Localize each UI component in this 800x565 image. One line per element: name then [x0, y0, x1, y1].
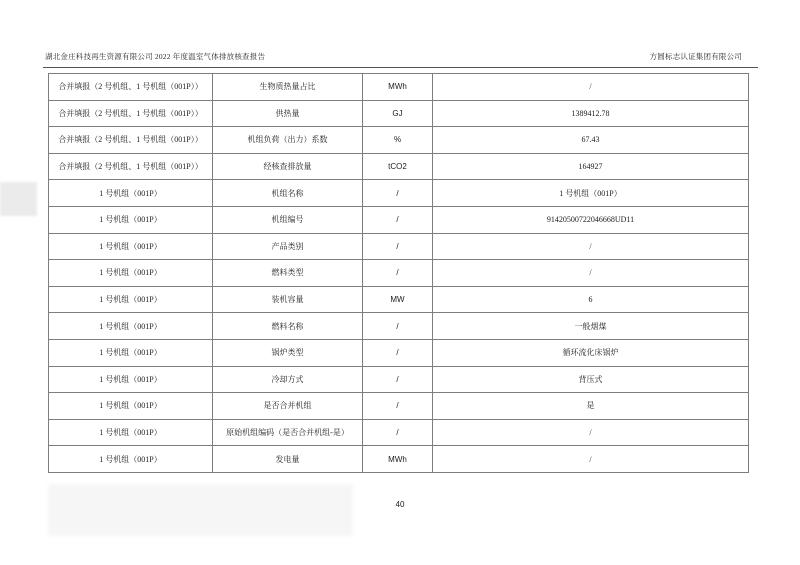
unit-group-cell: 1 号机组（001P）: [49, 446, 213, 473]
unit-cell: %: [363, 127, 433, 154]
unit-cell: MWh: [363, 446, 433, 473]
value-cell: 1389412.78: [433, 100, 749, 127]
unit-cell: /: [363, 419, 433, 446]
unit-cell: /: [363, 233, 433, 260]
unit-group-cell: 1 号机组（001P）: [49, 233, 213, 260]
unit-cell: MW: [363, 286, 433, 313]
unit-cell: MWh: [363, 74, 433, 101]
value-cell: /: [433, 446, 749, 473]
value-cell: /: [433, 419, 749, 446]
item-cell: 原始机组编码（是否合并机组-是）: [213, 419, 363, 446]
item-cell: 机组负荷（出力）系数: [213, 127, 363, 154]
unit-cell: /: [363, 366, 433, 393]
value-cell: /: [433, 233, 749, 260]
scan-artifact-bottom: [48, 484, 353, 536]
unit-cell: /: [363, 206, 433, 233]
table-row: [49, 339, 749, 366]
table-row: [49, 286, 749, 313]
unit-group-cell: 1 号机组（001P）: [49, 339, 213, 366]
unit-group-cell: 1 号机组（001P）: [49, 393, 213, 420]
item-cell: 装机容量: [213, 286, 363, 313]
table-row: [49, 393, 749, 420]
item-cell: 发电量: [213, 446, 363, 473]
table-row: [49, 100, 749, 127]
value-cell: 91420500722046668UD11: [433, 206, 749, 233]
header-left-title: 湖北金庄科技再生资源有限公司 2022 年度温室气体排放核查报告: [45, 52, 266, 61]
unit-group-cell: 1 号机组（001P）: [49, 260, 213, 287]
table-row: [49, 313, 749, 340]
table-row: [49, 233, 749, 260]
scan-artifact-left: [0, 182, 37, 216]
item-cell: 生物质热量占比: [213, 74, 363, 101]
unit-group-cell: 1 号机组（001P）: [49, 419, 213, 446]
item-cell: 机组名称: [213, 180, 363, 207]
value-cell: 是: [433, 393, 749, 420]
item-cell: 机组编号: [213, 206, 363, 233]
table-row: [49, 153, 749, 180]
unit-info-table: [48, 73, 749, 473]
value-cell: /: [433, 260, 749, 287]
page-header: [45, 51, 742, 62]
unit-cell: /: [363, 393, 433, 420]
value-cell: 6: [433, 286, 749, 313]
unit-group-cell: 合并填报（2 号机组、1 号机组（001P））: [49, 74, 213, 101]
item-cell: 锅炉类型: [213, 339, 363, 366]
unit-group-cell: 1 号机组（001P）: [49, 366, 213, 393]
value-cell: /: [433, 74, 749, 101]
page-number: 40: [395, 500, 405, 509]
unit-cell: GJ: [363, 100, 433, 127]
table-row: [49, 419, 749, 446]
item-cell: 是否合并机组: [213, 393, 363, 420]
value-cell: 67.43: [433, 127, 749, 154]
unit-group-cell: 1 号机组（001P）: [49, 286, 213, 313]
table-row: [49, 127, 749, 154]
value-cell: 一般烟煤: [433, 313, 749, 340]
table-row: [49, 74, 749, 101]
table-row: [49, 366, 749, 393]
unit-group-cell: 1 号机组（001P）: [49, 313, 213, 340]
unit-cell: /: [363, 180, 433, 207]
unit-cell: /: [363, 260, 433, 287]
header-divider: [43, 67, 758, 68]
unit-group-cell: 合并填报（2 号机组、1 号机组（001P））: [49, 127, 213, 154]
item-cell: 燃料类型: [213, 260, 363, 287]
unit-cell: tCO2: [363, 153, 433, 180]
item-cell: 经核查排放量: [213, 153, 363, 180]
table-row: [49, 446, 749, 473]
item-cell: 供热量: [213, 100, 363, 127]
value-cell: 1 号机组（001P）: [433, 180, 749, 207]
item-cell: 产品类别: [213, 233, 363, 260]
table-row: [49, 206, 749, 233]
unit-group-cell: 合并填报（2 号机组、1 号机组（001P））: [49, 153, 213, 180]
item-cell: 燃料名称: [213, 313, 363, 340]
unit-group-cell: 1 号机组（001P）: [49, 180, 213, 207]
unit-group-cell: 合并填报（2 号机组、1 号机组（001P））: [49, 100, 213, 127]
table-body: [49, 74, 749, 473]
unit-cell: /: [363, 339, 433, 366]
value-cell: 循环流化床锅炉: [433, 339, 749, 366]
value-cell: 背压式: [433, 366, 749, 393]
table-row: [49, 180, 749, 207]
table-row: [49, 260, 749, 287]
unit-cell: /: [363, 313, 433, 340]
unit-group-cell: 1 号机组（001P）: [49, 206, 213, 233]
value-cell: 164927: [433, 153, 749, 180]
header-right-title: 方圆标志认证集团有限公司: [649, 52, 742, 61]
item-cell: 冷却方式: [213, 366, 363, 393]
